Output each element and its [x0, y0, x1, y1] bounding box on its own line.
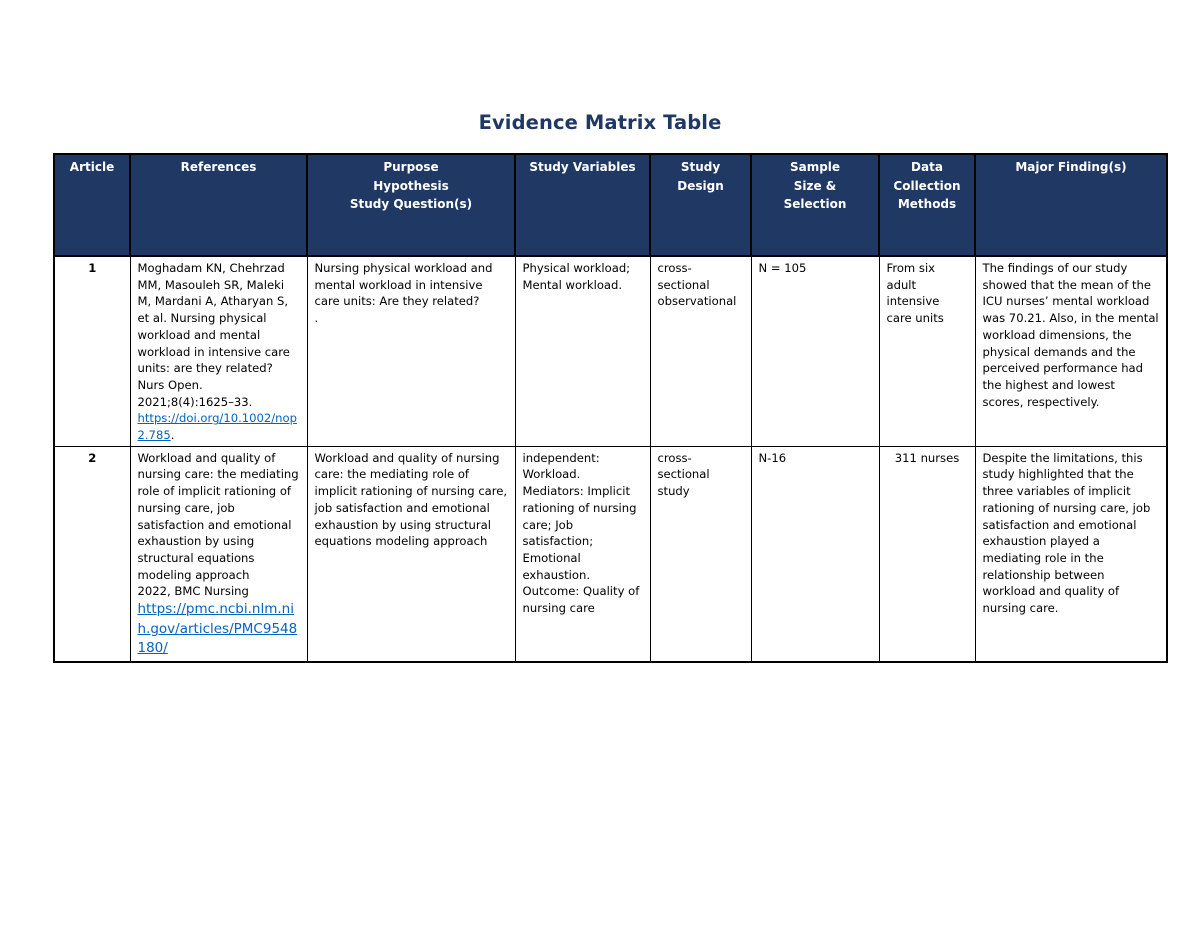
- cell-sample: N = 105: [751, 256, 879, 446]
- cell-data-collection: From six adult intensive care units: [879, 256, 975, 446]
- cell-data-collection: 311 nurses: [879, 446, 975, 661]
- cell-article: 2: [54, 446, 130, 661]
- cell-purpose: Workload and quality of nursing care: the mediating role of implicit rationing of nursing care, job satisfaction and emotional exhaustion by using structural equations modeling approach: [307, 446, 515, 661]
- reference-text: Workload and quality of nursing care: the mediating role of implicit rationing of nursing care, job satisfaction and emotional exhaustion by using structural equations modeling approach: [137, 450, 299, 582]
- cell-references: [130, 446, 307, 661]
- reference-link-suffix: .: [170, 428, 175, 443]
- header-article: Article: [54, 154, 130, 256]
- header-major-findings: Major Finding(s): [975, 154, 1167, 256]
- cell-study-design: cross-sectional study: [650, 446, 751, 661]
- header-data-collection-line-2: Collection: [893, 178, 961, 193]
- header-sample-line-2: Size &: [793, 178, 837, 193]
- header-data-collection: [879, 154, 975, 256]
- cell-major-findings: The findings of our study showed that the mean of the ICU nurses’ mental workload was 70.21. Also, in the mental workload dimensions, the physical demands and the perceived performance had the highest and lowest scores, respectively.: [975, 256, 1167, 446]
- purpose-extra: .: [314, 311, 319, 326]
- reference-text: Moghadam KN, Chehrzad MM, Masouleh SR, Maleki M, Mardani A, Atharyan S, et al. Nursing physical workload and mental workload in intensive care units: are they related? Nurs Open. 2021;8(4):1625–33.: [137, 261, 290, 409]
- cell-references: [130, 256, 307, 446]
- page-title: Evidence Matrix Table: [478, 111, 722, 134]
- header-purpose-line-1: Purpose: [383, 160, 439, 174]
- reference-meta: 2022, BMC Nursing: [137, 584, 249, 599]
- header-sample: [751, 154, 879, 256]
- reference-link[interactable]: https://doi.org/10.1002/nop2.785: [137, 411, 297, 443]
- cell-study-design: cross-sectional observational: [650, 256, 751, 446]
- header-purpose-line-2: Hypothesis: [373, 178, 449, 193]
- purpose-text: Nursing physical workload and mental workload in intensive care units: Are they related?: [314, 261, 493, 309]
- header-sample-line-3: Selection: [783, 197, 847, 211]
- cell-study-variables: independent: Workload. Mediators: Implicit rationing of nursing care; Job satisfaction; Emotional exhaustion. Outcome: Quality of nursing care: [515, 446, 650, 661]
- header-purpose: [307, 154, 515, 256]
- header-references: References: [130, 154, 307, 256]
- header-study-variables: Study Variables: [515, 154, 650, 256]
- cell-major-findings: Despite the limitations, this study highlighted that the three variables of implicit rationing of nursing care, job satisfaction and emotional exhaustion played a mediating role in the relationship between workload and quality of nursing care.: [975, 446, 1167, 661]
- header-study-design: Study Design: [650, 154, 751, 256]
- table-header-row: [54, 154, 1167, 256]
- table-row: [54, 446, 1167, 661]
- header-data-collection-line-1: Data: [911, 160, 943, 174]
- table-row: [54, 256, 1167, 446]
- cell-article: 1: [54, 256, 130, 446]
- cell-study-variables: Physical workload; Mental workload.: [515, 256, 650, 446]
- header-sample-line-1: Sample: [789, 160, 841, 174]
- reference-link[interactable]: https://pmc.ncbi.nlm.nih.gov/articles/PMC9548180/: [137, 601, 298, 657]
- cell-purpose: [307, 256, 515, 446]
- header-data-collection-line-3: Methods: [897, 197, 957, 211]
- evidence-matrix-table: [53, 153, 1168, 663]
- header-purpose-line-3: Study Question(s): [349, 197, 473, 211]
- cell-sample: N-16: [751, 446, 879, 661]
